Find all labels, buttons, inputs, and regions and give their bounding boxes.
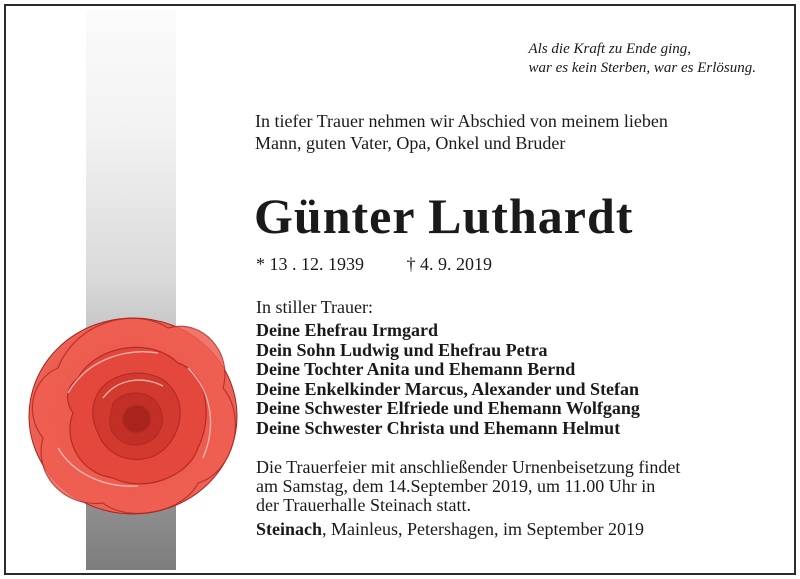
intro-text: [255, 110, 668, 154]
mourners-list: [256, 321, 640, 438]
intro-line-2: Mann, guten Vater, Opa, Onkel und Bruder: [255, 133, 566, 153]
mourner-item: Deine Ehefrau Irmgard: [256, 320, 438, 340]
death-date: † 4. 9. 2019: [406, 254, 492, 274]
mourning-heading: In stiller Trauer:: [256, 297, 373, 317]
mourner-item: Deine Enkelkinder Marcus, Alexander und Stefan: [256, 378, 640, 399]
deceased-name: Günter Luthardt: [254, 188, 634, 244]
ceremony-line-1: Die Trauerfeier mit anschließender Urnenbeisetzung findet: [256, 457, 681, 477]
birth-date: * 13 . 12. 1939: [256, 254, 364, 274]
closing-rest: , Mainleus, Petershagen, im September 2019: [322, 519, 644, 539]
mourner-item: Deine Tochter Anita und Ehemann Bernd: [256, 359, 576, 379]
mourner-item: Dein Sohn Ludwig und Ehefrau Petra: [256, 339, 548, 360]
obituary-frame: [4, 4, 796, 575]
life-dates: [256, 254, 492, 274]
closing-line: [256, 519, 644, 539]
epigraph-quote: [529, 40, 756, 78]
ceremony-line-3: der Trauerhalle Steinach statt.: [256, 495, 471, 515]
closing-place: Steinach: [256, 519, 323, 539]
quote-line-1: Als die Kraft zu Ende ging,: [528, 41, 692, 57]
rose-image: [18, 298, 248, 528]
quote-line-2: war es kein Sterben, war es Erlösung.: [528, 60, 756, 76]
mourner-item: Deine Schwester Christa und Ehemann Helmut: [256, 417, 621, 438]
mourner-item: Deine Schwester Elfriede und Ehemann Wolfgang: [256, 398, 640, 418]
ceremony-line-2: am Samstag, dem 14.September 2019, um 11.00 Uhr in: [256, 476, 656, 496]
intro-line-1: In tiefer Trauer nehmen wir Abschied von meinem lieben: [255, 111, 668, 131]
ceremony-notice: [256, 458, 680, 515]
